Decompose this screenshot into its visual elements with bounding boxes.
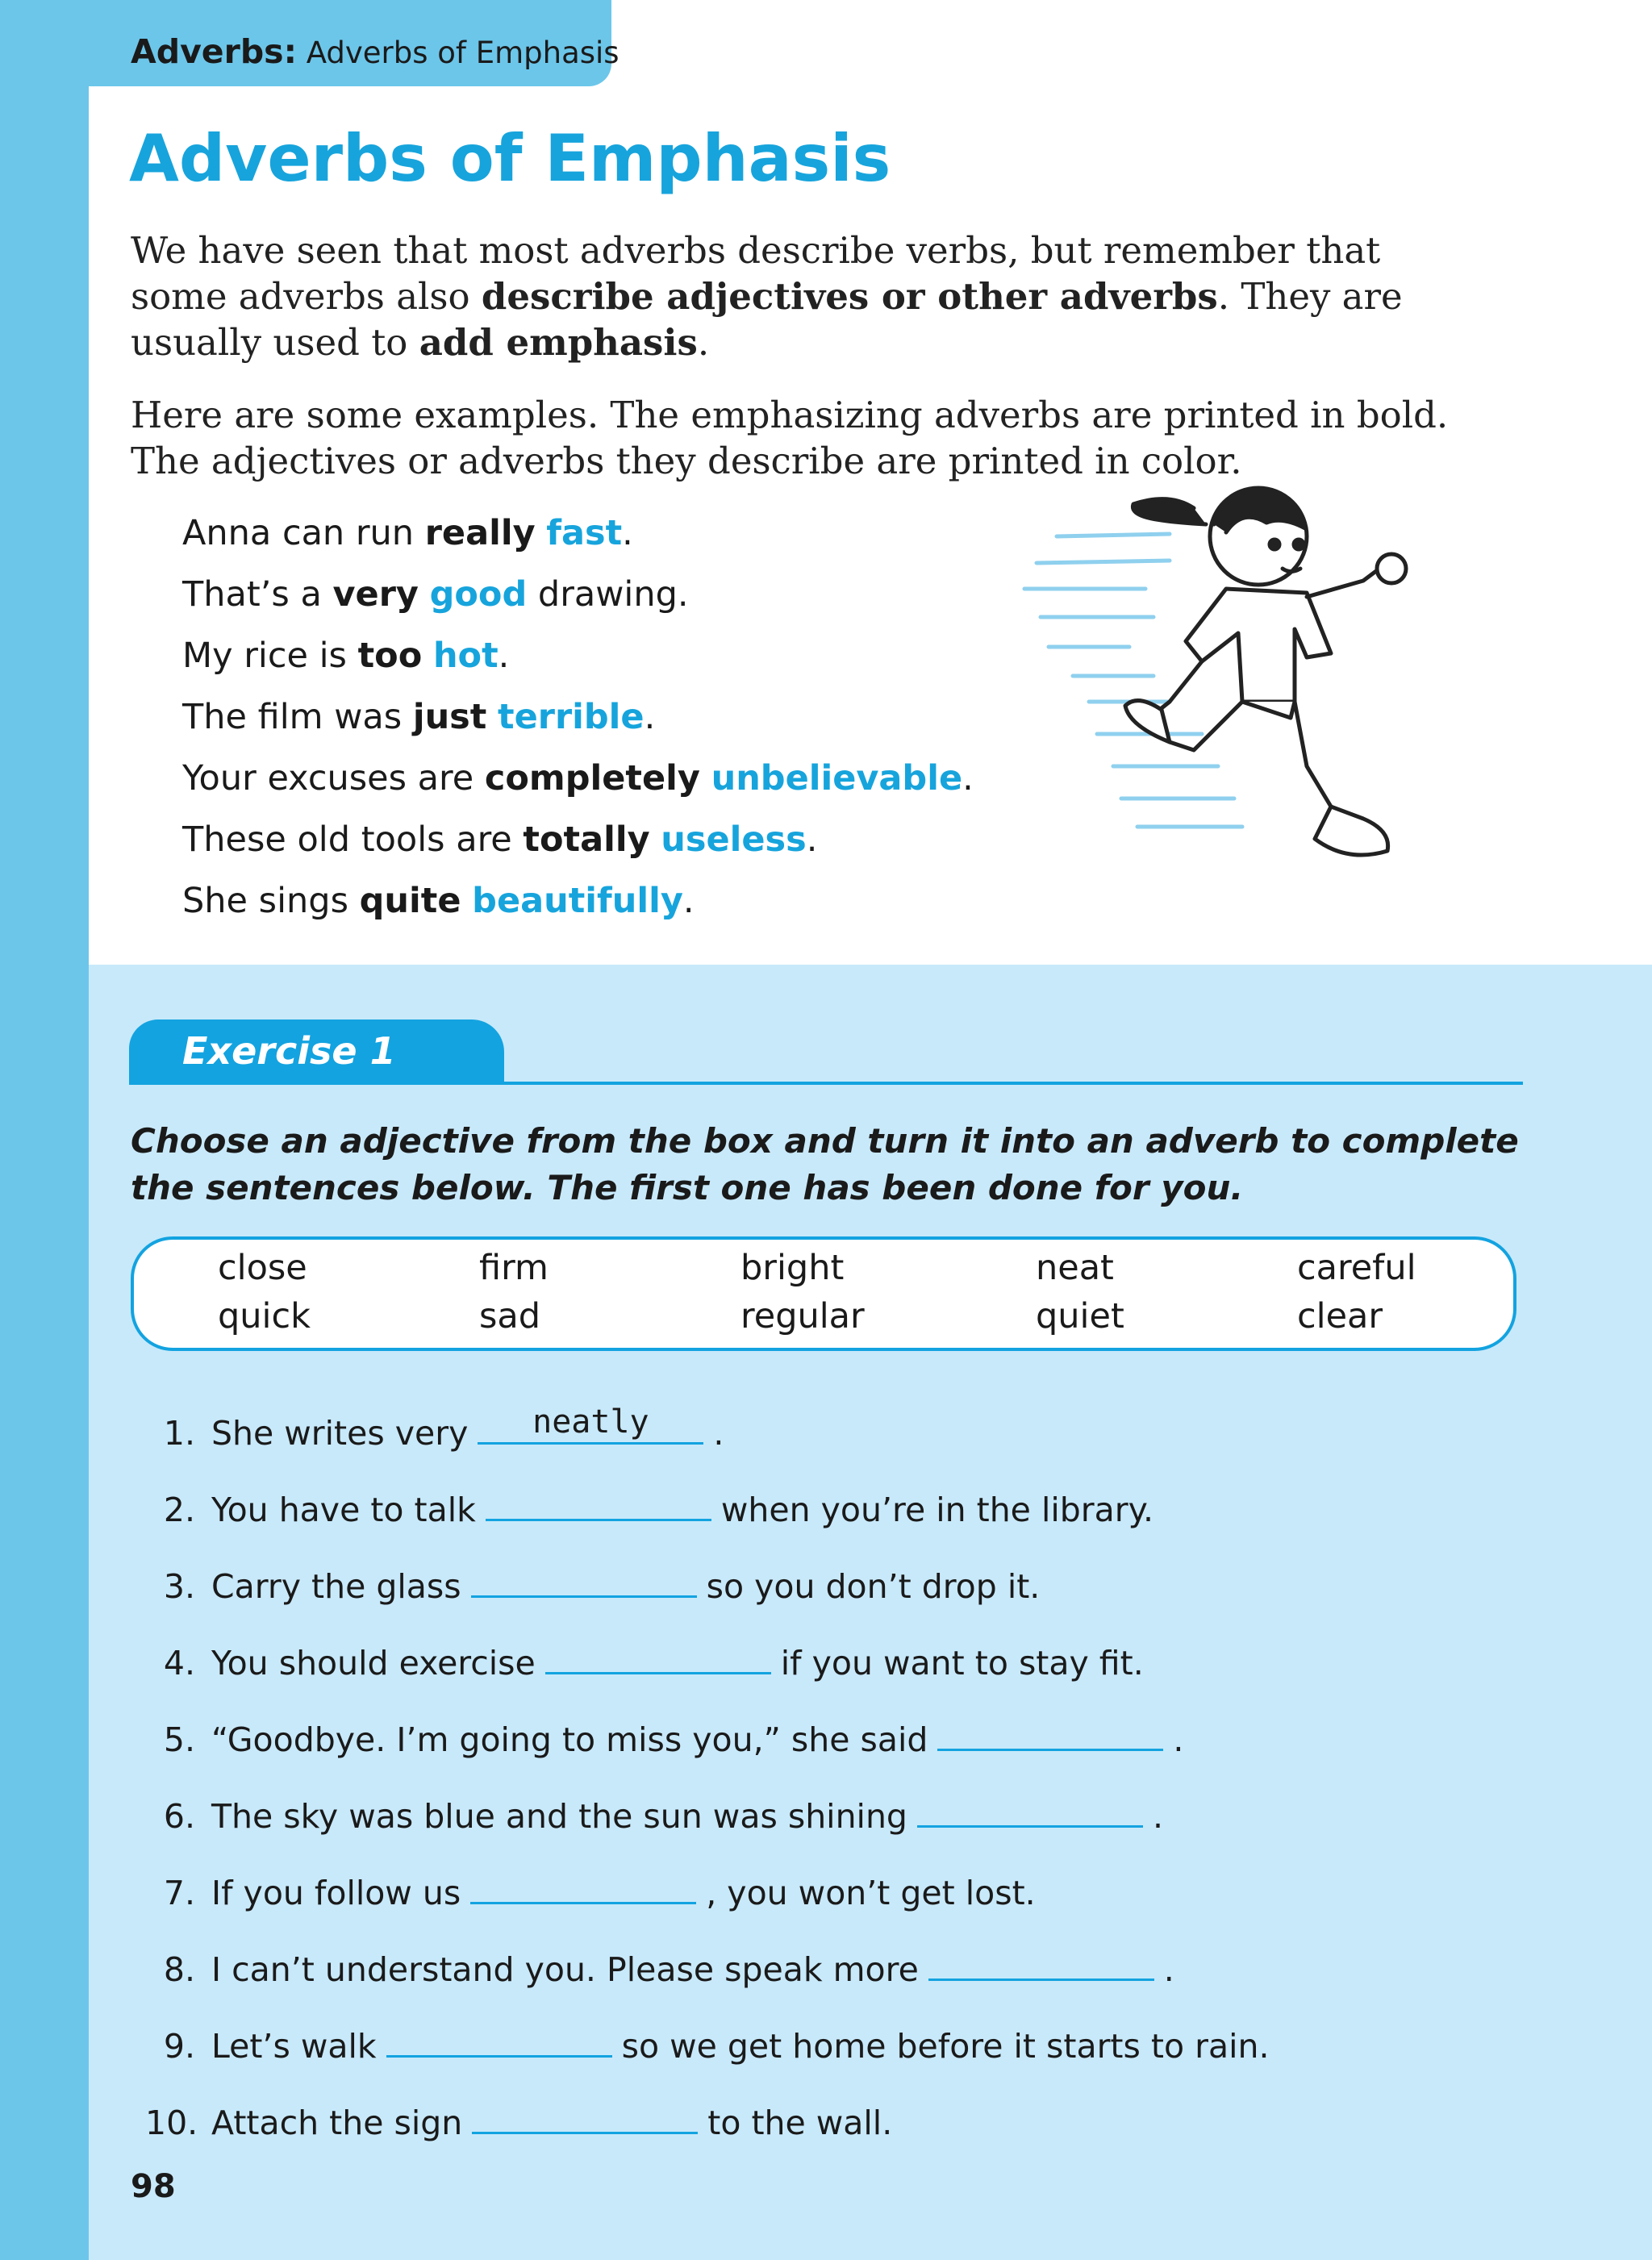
word-option: sad: [479, 1296, 541, 1336]
page-number: 98: [131, 2168, 176, 2205]
word-option: bright: [740, 1248, 845, 1288]
question-item: 3. Carry the glass so you don’t drop it.: [145, 1563, 1040, 1606]
word-option: quiet: [1036, 1296, 1124, 1336]
exercise-divider: [129, 1082, 1523, 1085]
word-option: regular: [740, 1296, 865, 1336]
word-option: quick: [218, 1296, 311, 1336]
question-item: 1. She writes very neatly .: [163, 1403, 724, 1453]
example-sentence: These old tools are totally useless.: [182, 819, 818, 860]
question-item: 10. Attach the sign to the wall.: [145, 2099, 892, 2142]
word-box: [131, 1236, 1516, 1351]
exercise-label: Exercise 1: [182, 1029, 396, 1073]
word-option: close: [218, 1248, 307, 1288]
example-sentence: My rice is too hot.: [182, 636, 510, 676]
answer-blank[interactable]: [486, 1487, 711, 1521]
word-option: clear: [1297, 1296, 1383, 1336]
answer-blank[interactable]: [470, 1870, 696, 1904]
question-item: 8. I can’t understand you. Please speak more .: [145, 1946, 1174, 1989]
answer-blank[interactable]: [928, 1946, 1154, 1981]
word-option: neat: [1036, 1248, 1114, 1288]
example-sentence: The film was just terrible.: [182, 697, 656, 737]
left-color-band: [0, 0, 89, 2260]
example-sentence: That’s a very good drawing.: [182, 574, 689, 615]
answer-blank[interactable]: [937, 1716, 1163, 1751]
question-item: 6. The sky was blue and the sun was shining .: [145, 1793, 1163, 1836]
answer-blank[interactable]: [471, 1563, 697, 1598]
question-item: 9. Let’s walk so we get home before it starts to rain.: [145, 2023, 1269, 2066]
answer-blank[interactable]: [545, 1640, 771, 1674]
exercise-tab: [129, 1020, 504, 1084]
running-girl-illustration: [928, 460, 1508, 928]
answer-blank[interactable]: [472, 2099, 698, 2134]
question-item: 7. If you follow us , you won’t get lost.: [145, 1870, 1036, 1912]
example-sentence: She sings quite beautifully.: [182, 881, 695, 921]
example-sentence: Anna can run really fast.: [182, 513, 633, 553]
answer-blank[interactable]: [386, 2023, 612, 2058]
example-sentence: Your excuses are completely unbelievable.: [182, 758, 974, 799]
example-list: [182, 507, 974, 936]
answer-text: neatly: [532, 1403, 649, 1441]
answer-blank[interactable]: [478, 1403, 703, 1445]
section-topic: Adverbs of Emphasis: [306, 35, 620, 70]
question-item: 5. “Goodbye. I’m going to miss you,” she said .: [145, 1716, 1183, 1759]
word-option: careful: [1297, 1248, 1416, 1288]
question-item: 4. You should exercise if you want to stay fit.: [145, 1640, 1144, 1682]
exercise-instructions: Choose an adjective from the box and turn it into an adverb to complete the sentences below. The first one has been done for you.: [131, 1121, 1519, 1207]
section-header: [131, 32, 620, 71]
word-option: firm: [479, 1248, 549, 1288]
intro-paragraph-1: We have seen that most adverbs describe verbs, but remember that some adverbs also describe adjectives or other adverbs. They are usually used to add emphasis.: [131, 229, 1403, 364]
answer-blank[interactable]: [917, 1793, 1143, 1828]
question-item: 2. You have to talk when you’re in the library.: [145, 1487, 1153, 1529]
intro-paragraph-2: Here are some examples. The emphasizing adverbs are printed in bold. The adjectives or adverbs they describe are printed in color.: [131, 394, 1449, 482]
section-label: Adverbs:: [131, 32, 297, 71]
page-title: Adverbs of Emphasis: [129, 121, 891, 196]
